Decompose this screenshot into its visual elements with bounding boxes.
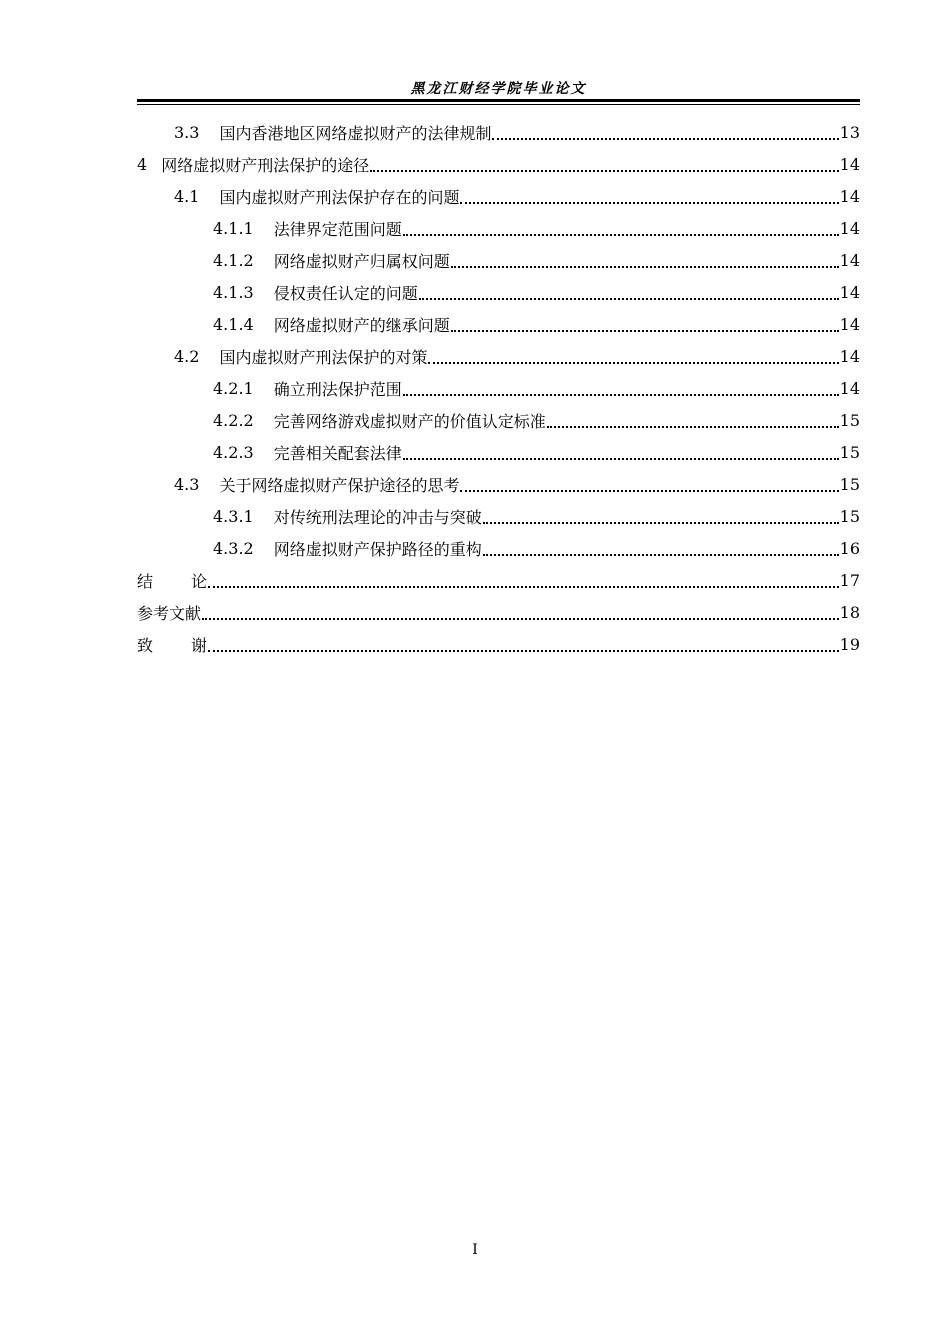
toc-title: 参考文献 bbox=[137, 603, 202, 623]
toc-title: 关于网络虚拟财产保护途径的思考 bbox=[219, 475, 460, 495]
toc-leader bbox=[208, 650, 839, 652]
toc-entry-4[interactable] bbox=[137, 148, 860, 180]
toc-page: 14 bbox=[839, 218, 860, 238]
toc-leader bbox=[419, 298, 839, 300]
toc-title: 网络虚拟财产刑法保护的途径 bbox=[161, 155, 370, 175]
toc-page: 14 bbox=[839, 250, 860, 270]
toc-entry-4-1-1[interactable] bbox=[137, 212, 860, 244]
toc-leader bbox=[403, 394, 839, 396]
toc-entry-acknowledgements[interactable] bbox=[137, 628, 860, 660]
toc-number: 4.2.2 bbox=[213, 410, 254, 430]
toc-title: 致谢 bbox=[137, 635, 246, 655]
toc-number: 4.1.4 bbox=[213, 314, 254, 334]
table-of-contents bbox=[137, 116, 860, 660]
toc-number: 4.1 bbox=[174, 186, 200, 206]
toc-entry-4-1-2[interactable] bbox=[137, 244, 860, 276]
toc-entry-4-3[interactable] bbox=[137, 468, 860, 500]
toc-page: 15 bbox=[839, 474, 860, 494]
toc-title: 结论 bbox=[137, 571, 246, 591]
toc-entry-4-3-1[interactable] bbox=[137, 500, 860, 532]
toc-leader bbox=[403, 458, 839, 460]
toc-page: 15 bbox=[839, 410, 860, 430]
toc-title: 网络虚拟财产归属权问题 bbox=[273, 251, 450, 271]
toc-entry-4-2-2[interactable] bbox=[137, 404, 860, 436]
page-header-title: 黑龙江财经学院毕业论文 bbox=[410, 81, 587, 97]
toc-leader bbox=[547, 426, 839, 428]
toc-title: 国内虚拟财产刑法保护存在的问题 bbox=[219, 187, 460, 207]
toc-page: 14 bbox=[839, 154, 860, 174]
toc-page: 16 bbox=[839, 538, 860, 558]
toc-leader bbox=[370, 170, 838, 172]
toc-entry-references[interactable] bbox=[137, 596, 860, 628]
toc-number: 4.1.2 bbox=[213, 250, 254, 270]
toc-title: 确立刑法保护范围 bbox=[273, 379, 402, 399]
toc-page: 14 bbox=[839, 346, 860, 366]
toc-title: 网络虚拟财产保护路径的重构 bbox=[273, 539, 482, 559]
toc-page: 14 bbox=[839, 282, 860, 302]
toc-leader bbox=[460, 490, 838, 492]
page-number: I bbox=[472, 1242, 478, 1258]
toc-leader bbox=[202, 618, 839, 620]
toc-number: 4.2.3 bbox=[213, 442, 254, 462]
toc-number: 4.3 bbox=[174, 474, 200, 494]
toc-leader bbox=[492, 138, 838, 140]
toc-title: 对传统刑法理论的冲击与突破 bbox=[273, 507, 482, 527]
toc-number: 4.1.1 bbox=[213, 218, 254, 238]
toc-page: 14 bbox=[839, 314, 860, 334]
toc-number: 4.1.3 bbox=[213, 282, 254, 302]
toc-title: 国内香港地区网络虚拟财产的法律规制 bbox=[219, 123, 492, 143]
toc-entry-4-2-1[interactable] bbox=[137, 372, 860, 404]
toc-leader bbox=[428, 362, 838, 364]
toc-title: 网络虚拟财产的继承问题 bbox=[273, 315, 450, 335]
toc-number: 3.3 bbox=[174, 122, 200, 142]
toc-entry-4-3-2[interactable] bbox=[137, 532, 860, 564]
toc-leader bbox=[483, 554, 839, 556]
toc-leader bbox=[403, 234, 839, 236]
toc-entry-4-1-4[interactable] bbox=[137, 308, 860, 340]
toc-entry-4-1-3[interactable] bbox=[137, 276, 860, 308]
toc-number: 4.3.2 bbox=[213, 538, 254, 558]
toc-entry-4-2-3[interactable] bbox=[137, 436, 860, 468]
toc-title: 完善相关配套法律 bbox=[273, 443, 402, 463]
toc-entry-3-3[interactable] bbox=[137, 116, 860, 148]
toc-page: 18 bbox=[839, 602, 860, 622]
header-rule-thick bbox=[137, 99, 860, 102]
toc-number: 4.2.1 bbox=[213, 378, 254, 398]
toc-page: 14 bbox=[839, 378, 860, 398]
toc-entry-4-2[interactable] bbox=[137, 340, 860, 372]
toc-title: 国内虚拟财产刑法保护的对策 bbox=[219, 347, 428, 367]
toc-title: 法律界定范围问题 bbox=[273, 219, 402, 239]
toc-leader bbox=[451, 330, 839, 332]
toc-number: 4.2 bbox=[174, 346, 200, 366]
toc-number: 4 bbox=[137, 154, 148, 174]
toc-entry-conclusion[interactable] bbox=[137, 564, 860, 596]
toc-page: 15 bbox=[839, 442, 860, 462]
toc-title: 侵权责任认定的问题 bbox=[273, 283, 418, 303]
header-rule-thin bbox=[137, 104, 860, 105]
toc-leader bbox=[460, 202, 838, 204]
toc-page: 14 bbox=[839, 186, 860, 206]
toc-page: 17 bbox=[839, 570, 860, 590]
toc-page: 13 bbox=[839, 122, 860, 142]
toc-page: 19 bbox=[839, 634, 860, 654]
toc-page: 15 bbox=[839, 506, 860, 526]
toc-title: 完善网络游戏虚拟财产的价值认定标准 bbox=[273, 411, 546, 431]
toc-leader bbox=[208, 586, 839, 588]
toc-number: 4.3.1 bbox=[213, 506, 254, 526]
toc-leader bbox=[451, 266, 839, 268]
toc-entry-4-1[interactable] bbox=[137, 180, 860, 212]
toc-leader bbox=[483, 522, 839, 524]
